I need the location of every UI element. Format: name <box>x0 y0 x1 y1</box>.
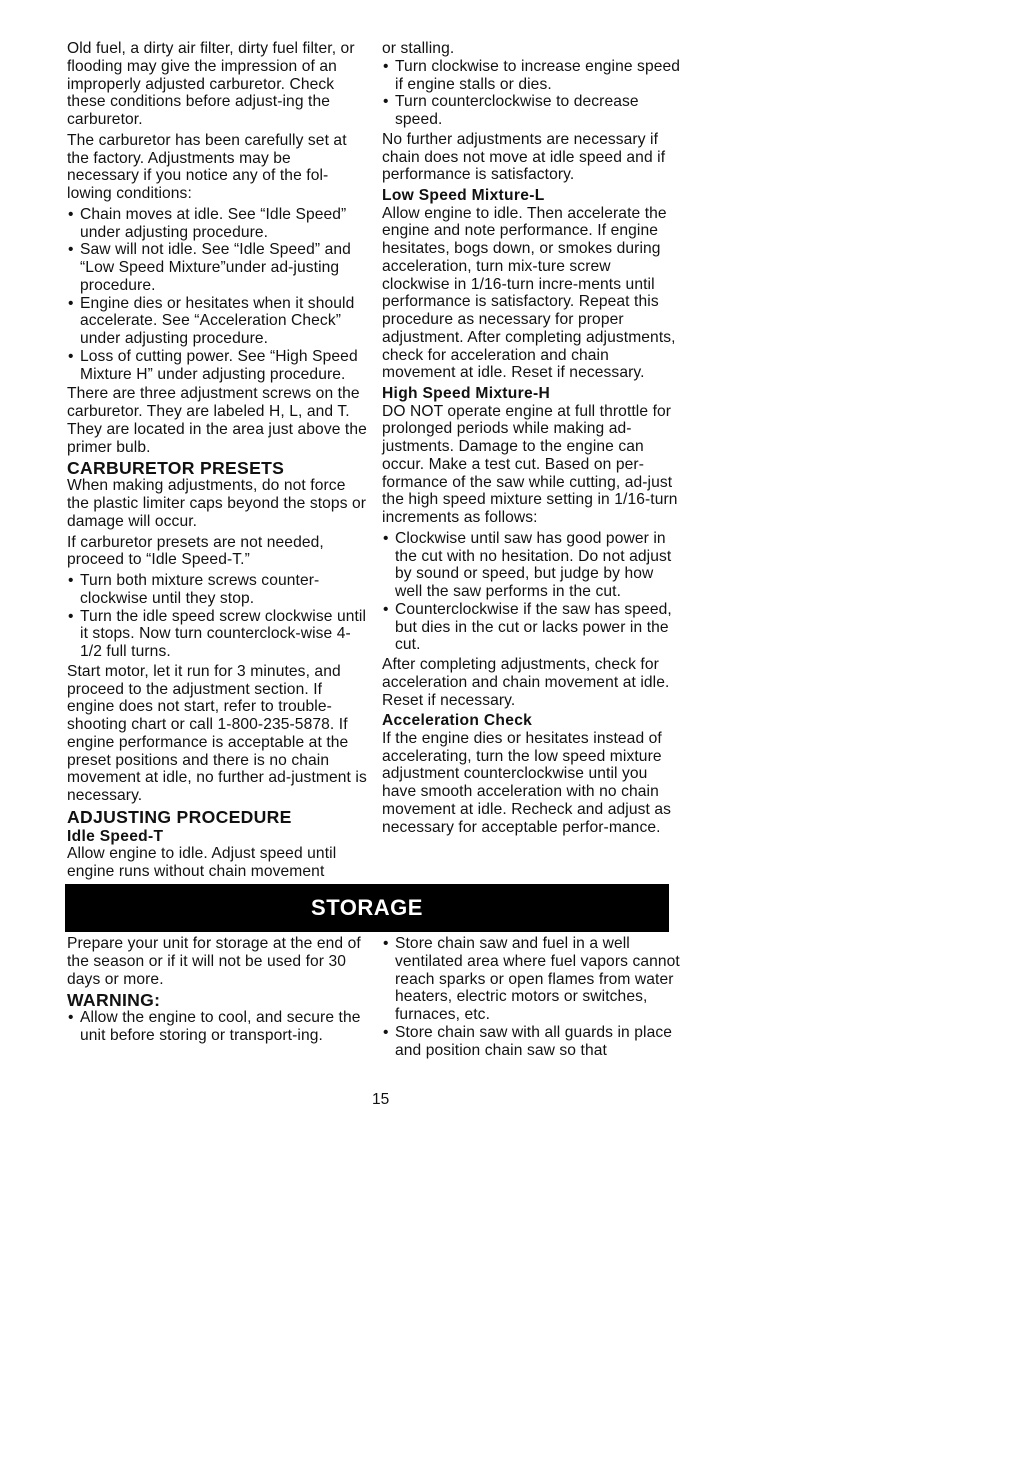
list-item: • Allow the engine to cool, and secure the unit before storing or transport-ing. <box>67 1009 367 1045</box>
list-item: • Store chain saw with all guards in place and position chain saw so that <box>382 1024 682 1060</box>
warning-heading: WARNING: <box>67 990 161 1011</box>
left-column <box>67 40 367 884</box>
start-motor-paragraph: Start motor, let it run for 3 minutes, and proceed to the adjustment section. If engine does not start, refer to trouble-shooting chart or call 1-800-235-5878. If engine performance is acceptable at the preset positions and there is no chain movement at idle, no further ad-justment is necessary. <box>67 662 367 804</box>
storage-right-list <box>382 935 682 1059</box>
high-speed-paragraph: DO NOT operate engine at full throttle for prolonged periods while making ad-justments. Damage to the engine can occur. Make a test cut. Based on per-formance of the saw while cutting, ad-just the high speed mixture setting in 1/16-turn increments as follows: <box>382 402 678 526</box>
list-item: • Saw will not idle. See “Idle Speed” and “Low Speed Mixture”under ad-justing procedure. <box>67 241 367 294</box>
page-number: 15 <box>372 1091 390 1108</box>
idle-speed-paragraph: Allow engine to idle. Adjust speed until engine runs without chain movement <box>67 845 337 880</box>
high-speed-list <box>382 530 682 654</box>
list-item: • Loss of cutting power. See “High Speed Mixture H” under adjusting procedure. <box>67 348 367 384</box>
conditions-paragraph: The carburetor has been carefully set at the factory. Adjustments may be necessary if you notice any of the fol-lowing conditions: <box>67 131 347 202</box>
storage-left-column <box>67 935 367 1047</box>
list-item: • Counterclockwise if the saw has speed, but dies in the cut or lacks power in the cut. <box>382 601 682 654</box>
no-further-adjustments-paragraph: No further adjustments are necessary if chain does not move at idle speed and if performance is satisfactory. <box>382 130 666 184</box>
idle-speed-list <box>382 58 682 129</box>
carburetor-presets-heading: CARBURETOR PRESETS <box>67 458 285 479</box>
list-item: • Store chain saw and fuel in a well ventilated area where fuel vapors cannot reach sparks or open flames from water heaters, electric motors or switches, furnaces, etc. <box>382 935 682 1024</box>
low-speed-paragraph: Allow engine to idle. Then accelerate the engine and note performance. If engine hesitates, bogs down, or smokes during acceleration, turn mix-ture screw clockwise in 1/16-turn incre-ments until performance is satisfactory. Repeat this procedure as necessary for proper adjustment. After completing adjustments, check for acceleration and chain movement at idle. Reset if necessary. <box>382 204 676 382</box>
acceleration-check-heading: Acceleration Check <box>382 712 533 730</box>
conditions-list <box>67 206 367 384</box>
presets-paragraph: When making adjustments, do not force the plastic limiter caps beyond the stops or damage will occur. <box>67 477 367 530</box>
presets-not-needed-paragraph: If carburetor presets are not needed, proceed to “Idle Speed-T.” <box>67 533 324 569</box>
after-adjustments-paragraph: After completing adjustments, check for acceleration and chain movement at idle. Reset if necessary. <box>382 656 670 709</box>
storage-title: STORAGE <box>311 895 423 920</box>
intro-paragraph: Old fuel, a dirty air filter, dirty fuel filter, or flooding may give the impression of an improperly adjusted carburetor. Check these conditions before adjust-ing the carburetor. <box>67 40 355 128</box>
storage-banner <box>65 884 669 932</box>
list-item: • Turn the idle speed screw clockwise until it stops. Now turn counterclock-wise 4-1/2 full turns. <box>67 608 367 661</box>
high-speed-mixture-heading: High Speed Mixture-H <box>382 385 551 402</box>
right-column <box>382 40 682 839</box>
storage-intro: Prepare your unit for storage at the end of the season or if it will not be used for 30 days or more. <box>67 935 361 988</box>
list-item: • Turn clockwise to increase engine speed if engine stalls or dies. <box>382 58 682 94</box>
list-item: • Turn counterclockwise to decrease speed. <box>382 93 682 129</box>
list-item: • Engine dies or hesitates when it should accelerate. See “Acceleration Check” under adjusting procedure. <box>67 295 367 348</box>
low-speed-mixture-heading: Low Speed Mixture-L <box>382 187 545 204</box>
adjustment-screws-paragraph: There are three adjustment screws on the carburetor. They are labeled H, L, and T. They are located in the area just above the primer bulb. <box>67 385 367 456</box>
storage-right-column <box>382 935 682 1061</box>
list-item: • Clockwise until saw has good power in the cut with no hesitation. Do not adjust by sound or speed, but judge by how well the saw performs in the cut. <box>382 530 682 601</box>
presets-list <box>67 572 367 661</box>
continued-text: or stalling. <box>382 40 455 57</box>
list-item: • Chain moves at idle. See “Idle Speed” under adjusting procedure. <box>67 206 367 242</box>
adjusting-procedure-heading: ADJUSTING PROCEDURE <box>67 806 292 827</box>
idle-speed-heading: Idle Speed-T <box>67 827 164 845</box>
list-item: • Turn both mixture screws counter-clockwise until they stop. <box>67 572 367 608</box>
storage-left-list <box>67 1009 367 1045</box>
acceleration-check-paragraph: If the engine dies or hesitates instead of accelerating, turn the low speed mixture adjustment counterclockwise until you have smooth acceleration with no chain movement at idle. Recheck and adjust as necessary for acceptable perfor-mance. <box>382 729 672 836</box>
